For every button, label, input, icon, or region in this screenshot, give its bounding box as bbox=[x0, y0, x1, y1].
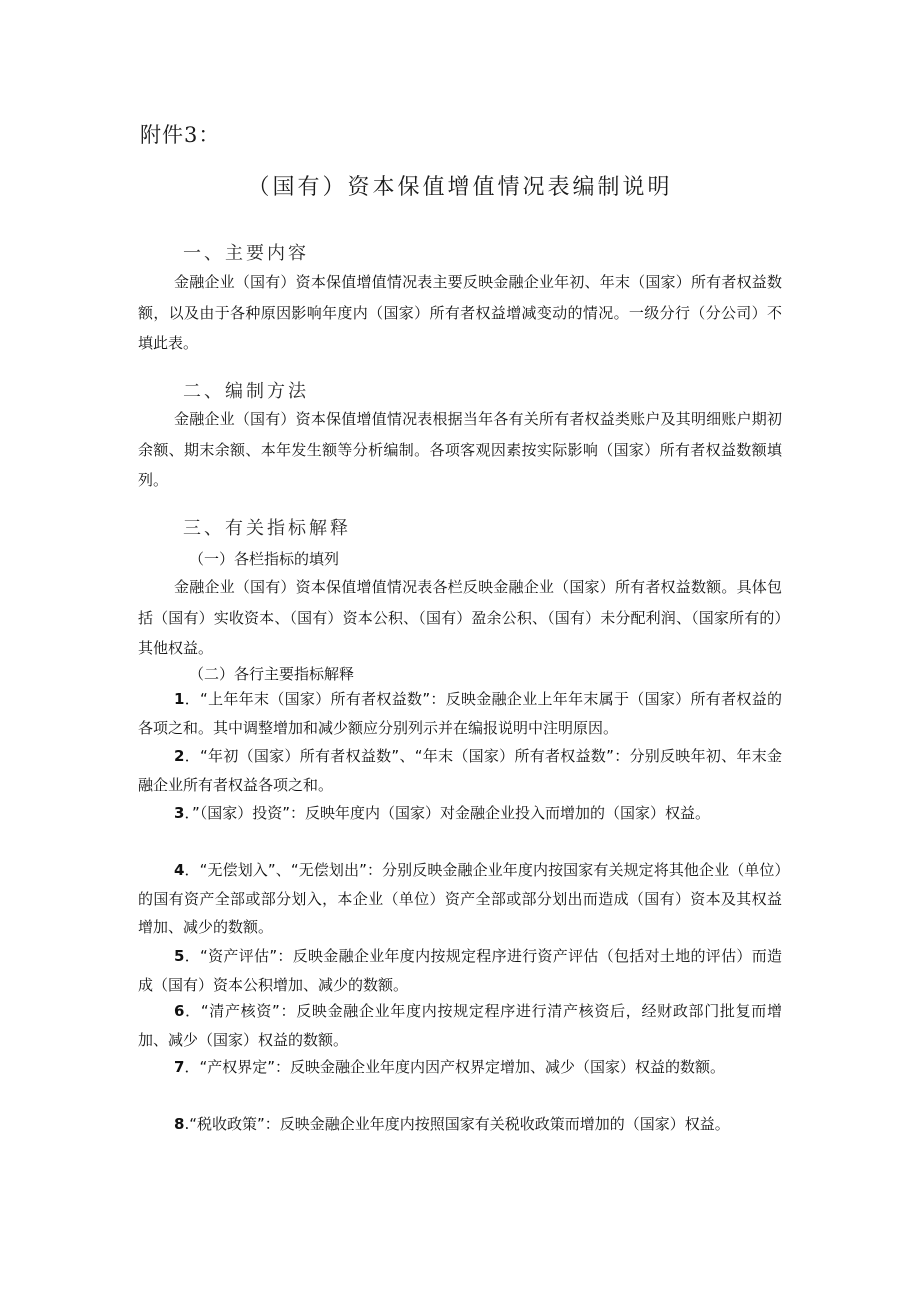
section-heading-indicators: 三、有关指标解释 bbox=[183, 518, 351, 539]
item-separator: ． bbox=[184, 747, 200, 765]
section-body-method: 金融企业（国有）资本保值增值情况表根据当年各有关所有者权益类账户及其明细账户期初余额、期末余额、本年发生额等分析编制。各项客观因素按实际影响（国家）所有者权益数额填列。 bbox=[138, 410, 782, 489]
page-title: （国有）资本保值增值情况表编制说明 bbox=[247, 175, 673, 200]
indicator-item bbox=[138, 1110, 782, 1139]
indicator-item bbox=[138, 1053, 782, 1082]
indicator-item bbox=[138, 942, 782, 999]
indicator-item bbox=[138, 856, 782, 942]
item-text: “清产核资”：反映金融企业年度内按规定程序进行清产核资后，经财政部门批复而增加、减少（国家）权益的数额。 bbox=[138, 1002, 782, 1049]
item-number: 8 bbox=[174, 1115, 185, 1133]
section-heading-method: 二、编制方法 bbox=[183, 381, 309, 402]
subheading-columns: （一）各栏指标的填列 bbox=[189, 550, 340, 568]
item-number: 4 bbox=[174, 861, 185, 879]
indicator-item bbox=[138, 685, 782, 742]
indicator-item bbox=[138, 742, 782, 799]
item-separator: ． bbox=[184, 1002, 201, 1020]
item-text: “产权界定”：反映金融企业年度内因产权界定增加、减少（国家）权益的数额。 bbox=[199, 1058, 725, 1076]
item-text: “税收政策”：反映金融企业年度内按照国家有关税收政策而增加的（国家）权益。 bbox=[189, 1115, 730, 1133]
section-body-main-content: 金融企业（国有）资本保值增值情况表主要反映金融企业年初、年末（国家）所有者权益数额，以及由于各种原因影响年度内（国家）所有者权益增减变动的情况。一级分行（分公司）不填此表。 bbox=[138, 273, 782, 352]
item-separator: . bbox=[184, 1115, 190, 1133]
subheading-rows: （二）各行主要指标解释 bbox=[189, 665, 355, 683]
columns-body: 金融企业（国有）资本保值增值情况表各栏反映金融企业（国家）所有者权益数额。具体包括（国有）实收资本、（国有）资本公积、（国有）盈余公积、（国有）未分配利润、（国家所有的）其他权益。 bbox=[138, 578, 782, 657]
indicator-item bbox=[138, 997, 782, 1054]
item-text: “无偿划入”、“无偿划出”：分别反映金融企业年度内按国家有关规定将其他企业（单位）的国有资产全部或部分划入，本企业（单位）资产全部或部分划出而造成（国有）资本及其权益增加、减少的数额。 bbox=[138, 861, 782, 936]
item-text: “资产评估”：反映金融企业年度内按规定程序进行资产评估（包括对土地的评估）而造成（国有）资本公积增加、减少的数额。 bbox=[138, 947, 782, 994]
item-separator: ． bbox=[184, 804, 192, 822]
item-number: 2 bbox=[174, 747, 185, 765]
item-separator: ． bbox=[184, 947, 201, 965]
item-separator: ． bbox=[184, 861, 200, 879]
item-text: “年初（国家）所有者权益数”、“年末（国家）所有者权益数”：分别反映年初、年末金融企业所有者权益各项之和。 bbox=[138, 747, 782, 794]
item-number: 7 bbox=[174, 1058, 185, 1076]
item-number: 5 bbox=[174, 947, 185, 965]
item-text: ”（国家）投资”：反映年度内（国家）对金融企业投入而增加的（国家）权益。 bbox=[191, 804, 710, 822]
item-number: 6 bbox=[174, 1002, 185, 1020]
item-number: 3 bbox=[174, 804, 185, 822]
attachment-label: 附件3： bbox=[140, 123, 221, 147]
item-number: 1 bbox=[174, 690, 185, 708]
indicator-item bbox=[138, 799, 782, 828]
item-text: “上年年末（国家）所有者权益数”：反映金融企业上年年末属于（国家）所有者权益的各项之和。其中调整增加和减少额应分别列示并在编报说明中注明原因。 bbox=[138, 690, 782, 737]
section-heading-main-content: 一、主要内容 bbox=[183, 243, 309, 264]
item-separator: ． bbox=[184, 1058, 200, 1076]
item-separator: ． bbox=[184, 690, 201, 708]
